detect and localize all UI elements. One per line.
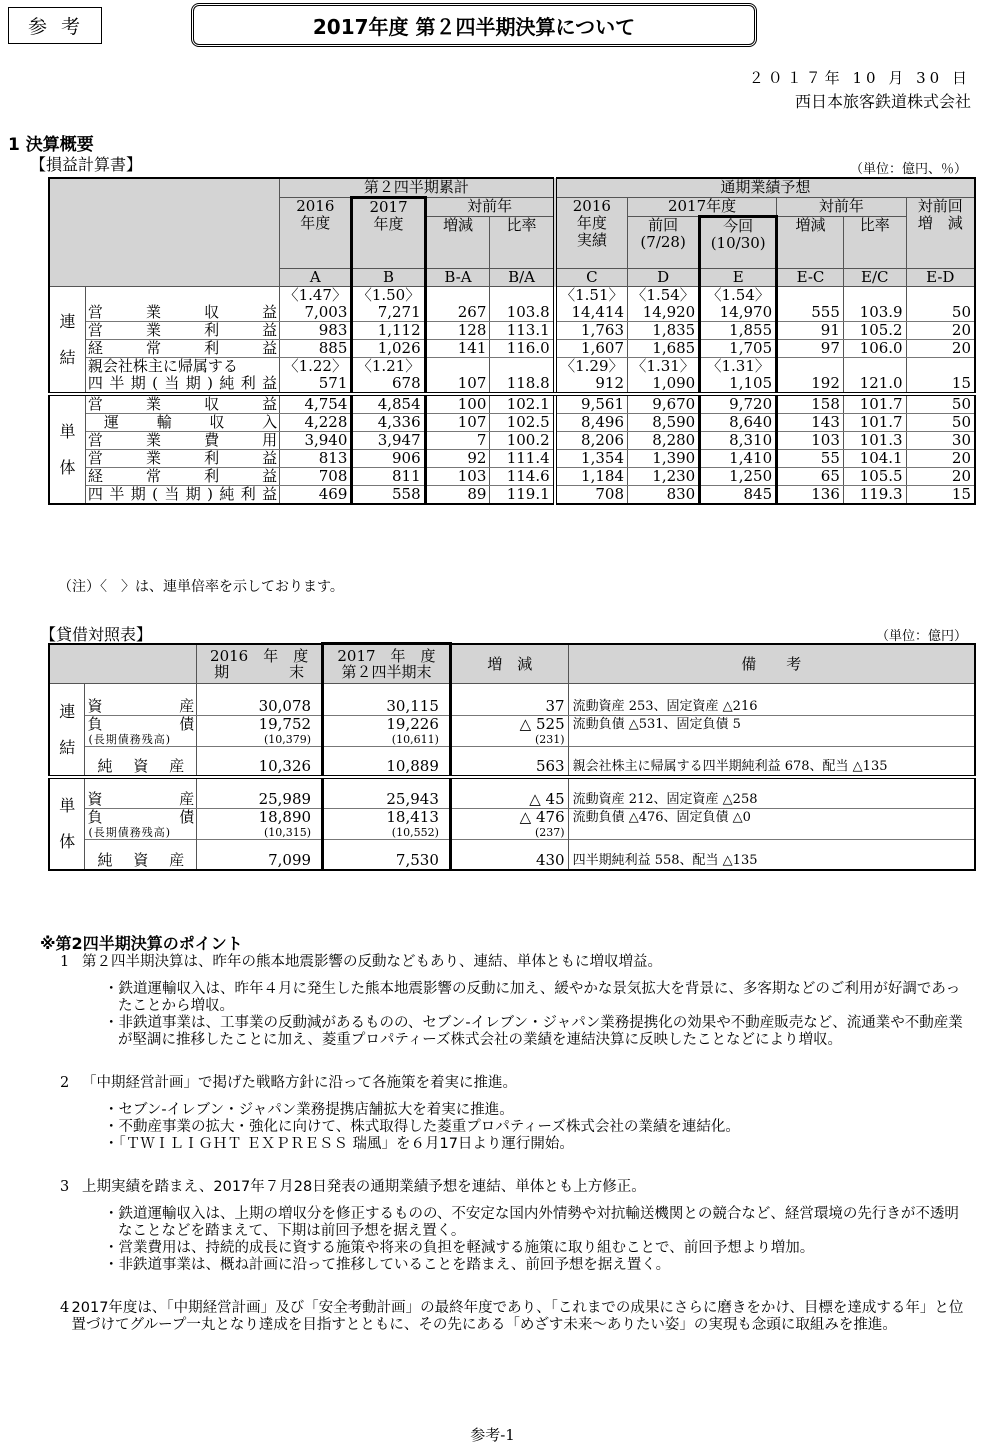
- value-cell: 845: [700, 486, 777, 505]
- bs-row-liabilities: [49, 715, 975, 733]
- table-row: [49, 468, 975, 486]
- bs-row-label: 負債: [85, 809, 197, 827]
- row-label: 営業利益: [85, 322, 279, 340]
- spacer-cell: [568, 746, 975, 758]
- value-cell: 1,607: [555, 340, 628, 358]
- value-cell: 107: [425, 375, 490, 394]
- multiplier-cell: [906, 287, 975, 305]
- bs-value-2016: 25,989: [197, 791, 323, 809]
- value-cell: 141: [425, 340, 490, 358]
- value-cell: 7,271: [352, 304, 425, 322]
- value-cell: 101.7: [843, 414, 906, 432]
- bs-row-lt-debt: [49, 826, 975, 840]
- multiplier-cell: [425, 287, 490, 305]
- pl-header-blank: [49, 178, 280, 287]
- multiplier-cell: [906, 358, 975, 376]
- spacer: [40, 1153, 970, 1177]
- value-cell: 65: [777, 468, 844, 486]
- value-cell: 267: [425, 304, 490, 322]
- bs-value-2016: (10,315): [197, 826, 323, 840]
- value-cell: 983: [280, 322, 352, 340]
- spacer-cell: [323, 840, 451, 852]
- multiplier-cell: [490, 287, 555, 305]
- pl-header-yoy: 対前年: [425, 198, 555, 217]
- point-number: 2: [60, 1075, 70, 1091]
- value-cell: 102.5: [490, 414, 555, 432]
- spacer-cell: [85, 777, 197, 791]
- bs-value-2017: (10,611): [323, 733, 451, 747]
- nonconsolidated-bs-group-label: 単 体: [49, 777, 85, 870]
- value-cell: 1,112: [352, 322, 425, 340]
- value-cell: 708: [280, 468, 352, 486]
- multiplier-cell: [843, 287, 906, 305]
- value-cell: 9,561: [555, 396, 628, 414]
- pl-header-code-e: E: [700, 269, 777, 287]
- point-bullet: ・「ＴＷＩＬＩＧＨＴ ＥＸＰＲＥＳＳ 瑞風」を６月17日より運行開始。: [104, 1136, 574, 1152]
- bs-remark: 流動負債 △476、固定負債 △0: [568, 809, 975, 827]
- value-cell: 20: [906, 450, 975, 468]
- multiplier-cell: [843, 358, 906, 376]
- value-cell: 906: [352, 450, 425, 468]
- bs-value-2017: 30,115: [323, 698, 451, 716]
- point-bullet: ・鉄道運輸収入は、上期の増収分を修正するものの、不安定な国内外情勢や対抗輸送機関との競合など、経営環境の先行きが不透明なことなどを踏まえて、下期は前回予想を据え置く。: [104, 1206, 959, 1239]
- bs-value-2016: 18,890: [197, 809, 323, 827]
- bs-value-2016: (10,379): [197, 733, 323, 747]
- nonconsolidated-group-label: 単 体: [49, 394, 85, 504]
- bs-value-2016: 10,326: [197, 758, 323, 777]
- bs-row-net-assets: [49, 758, 975, 777]
- bs-row-label: 負債: [85, 715, 197, 733]
- spacer-cell: [568, 840, 975, 852]
- value-cell: 4,228: [280, 414, 352, 432]
- value-cell: 912: [555, 375, 628, 394]
- bs-row-label: (長期債務残高): [85, 826, 197, 840]
- spacer-cell: [197, 777, 323, 791]
- bs-row-assets: [49, 791, 975, 809]
- bs-row-liabilities: [49, 809, 975, 827]
- value-cell: 104.1: [843, 450, 906, 468]
- value-cell: 105.5: [843, 468, 906, 486]
- point-bullet: ・不動産事業の拡大・強化に向けて、株式取得した菱重プロパティーズ株式会社の業績を連結化。: [104, 1119, 740, 1135]
- table-row: [49, 304, 975, 322]
- key-points: [40, 935, 970, 1334]
- table-row: [49, 486, 975, 505]
- value-cell: 7: [425, 432, 490, 450]
- value-cell: 55: [777, 450, 844, 468]
- value-cell: 1,705: [700, 340, 777, 358]
- value-cell: 103.9: [843, 304, 906, 322]
- bs-header-2017: 2017 年 度 第２四半期末: [323, 644, 451, 684]
- multiplier-cell: [490, 358, 555, 376]
- multiplier-cell: 〈1.22〉: [280, 358, 352, 376]
- pl-header-2016-actual: 2016 年度 実績: [555, 198, 628, 269]
- row-label: 運輸収入: [85, 414, 279, 432]
- row-label: 四半期(当期)純利益: [85, 486, 279, 505]
- consolidated-group-label: 連 結: [49, 287, 85, 395]
- pl-header-code-ed: E-D: [906, 269, 975, 287]
- bs-value-2017: 7,530: [323, 852, 451, 870]
- value-cell: 8,496: [555, 414, 628, 432]
- value-cell: 20: [906, 340, 975, 358]
- value-cell: 4,336: [352, 414, 425, 432]
- pl-header-fy-ratio: 比率: [843, 217, 906, 269]
- pl-header-2017-fy: 2017年度: [628, 198, 777, 217]
- value-cell: 3,947: [352, 432, 425, 450]
- value-cell: 555: [777, 304, 844, 322]
- table-row: [49, 322, 975, 340]
- value-cell: 813: [280, 450, 352, 468]
- multiplier-cell: 〈1.21〉: [352, 358, 425, 376]
- bs-value-2017: (10,552): [323, 826, 451, 840]
- value-cell: 107: [425, 414, 490, 432]
- value-cell: 8,640: [700, 414, 777, 432]
- table-row: [49, 375, 975, 394]
- balance-sheet-table: [48, 642, 976, 871]
- pl-header-fy-yoy: 対前年: [777, 198, 906, 217]
- pl-header-fy-inc: 増減: [777, 217, 844, 269]
- point-bullet: ・非鉄道事業は、工事業の反動減があるものの、セブン‐イレブン・ジャパン業務提携化の効果や不動産販売など、流通業や不動産業が堅調に推移したことに加え、菱重プロパティーズ株式会社の業績を連結決算に反映したことなどにより増収。: [104, 1015, 963, 1048]
- value-cell: 91: [777, 322, 844, 340]
- value-cell: 571: [280, 375, 352, 394]
- income-statement-table: [48, 177, 976, 505]
- value-cell: 1,105: [700, 375, 777, 394]
- table-row: [49, 414, 975, 432]
- multiplier-cell: 〈1.31〉: [628, 358, 700, 376]
- value-cell: 119.1: [490, 486, 555, 505]
- point-item: [60, 1300, 970, 1334]
- pl-header-vs-prev: 対前回 増 減: [906, 198, 975, 269]
- point-item: [60, 1075, 970, 1153]
- spacer-cell: [450, 840, 568, 852]
- multiplier-cell: 〈1.51〉: [555, 287, 628, 305]
- value-cell: 708: [555, 486, 628, 505]
- multiplier-cell: 〈1.50〉: [352, 287, 425, 305]
- value-cell: 8,590: [628, 414, 700, 432]
- value-cell: 14,414: [555, 304, 628, 322]
- page-number: 参考-1: [470, 1426, 515, 1444]
- spacer-cell: [450, 684, 568, 698]
- value-cell: 9,670: [628, 396, 700, 414]
- value-cell: 114.6: [490, 468, 555, 486]
- value-cell: 1,763: [555, 322, 628, 340]
- value-cell: 89: [425, 486, 490, 505]
- value-cell: 4,754: [280, 396, 352, 414]
- value-cell: 1,090: [628, 375, 700, 394]
- multiplier-cell: 〈1.47〉: [280, 287, 352, 305]
- value-cell: 92: [425, 450, 490, 468]
- row-label: 経常利益: [85, 468, 279, 486]
- value-cell: 50: [906, 304, 975, 322]
- pl-header-code-edc: E/C: [843, 269, 906, 287]
- pl-header-inc: 増減: [425, 217, 490, 269]
- multiplier-cell: 〈1.29〉: [555, 358, 628, 376]
- value-cell: 1,250: [700, 468, 777, 486]
- table-row: [49, 450, 975, 468]
- value-cell: 102.1: [490, 396, 555, 414]
- pl-header-code-ba: B-A: [425, 269, 490, 287]
- value-cell: 15: [906, 486, 975, 505]
- point-item: [60, 1179, 970, 1274]
- value-cell: 20: [906, 468, 975, 486]
- bs-remark: 四半期純利益 558、配当 △135: [568, 852, 975, 870]
- bs-row-label: 純資産: [85, 758, 197, 777]
- value-cell: 103: [425, 468, 490, 486]
- point-bullet: ・鉄道運輸収入は、昨年４月に発生した熊本地震影響の反動に加え、緩やかな景気拡大を背景に、多客期などのご利用が好調であったことから増収。: [104, 981, 961, 1014]
- bs-row-label: 資産: [85, 698, 197, 716]
- value-cell: 1,026: [352, 340, 425, 358]
- value-cell: 678: [352, 375, 425, 394]
- spacer: [40, 1049, 970, 1073]
- bs-value-diff: (231): [450, 733, 568, 747]
- bs-remark: 流動資産 253、固定資産 △216: [568, 698, 975, 716]
- bs-unit: （単位：億円）: [875, 629, 967, 644]
- point-number: 3: [60, 1179, 70, 1195]
- value-cell: 30: [906, 432, 975, 450]
- value-cell: 1,184: [555, 468, 628, 486]
- pl-header-code-d: D: [628, 269, 700, 287]
- bs-row-label: 資産: [85, 791, 197, 809]
- company-name: 西日本旅客鉄道株式会社: [794, 92, 971, 111]
- multiplier-cell: 〈1.54〉: [700, 287, 777, 305]
- spacer-cell: [323, 777, 451, 791]
- value-cell: 158: [777, 396, 844, 414]
- bs-value-2017: 19,226: [323, 715, 451, 733]
- bs-value-diff: △ 45: [450, 791, 568, 809]
- pl-header-code-b: B: [352, 269, 425, 287]
- value-cell: 558: [352, 486, 425, 505]
- document-title: 2017年度 第２四半期決算について: [191, 3, 757, 47]
- value-cell: 101.3: [843, 432, 906, 450]
- row-label: 営業収益: [85, 304, 279, 322]
- value-cell: 3,940: [280, 432, 352, 450]
- pl-header-code-c: C: [555, 269, 628, 287]
- value-cell: 136: [777, 486, 844, 505]
- bs-value-diff: △ 476: [450, 809, 568, 827]
- value-cell: 101.7: [843, 396, 906, 414]
- pl-header-2016: 2016 年度: [280, 198, 352, 269]
- reference-label: 参考: [8, 7, 102, 44]
- bs-row-lt-debt: [49, 733, 975, 747]
- value-cell: 8,310: [700, 432, 777, 450]
- point-text: 第２四半期決算は、昨年の熊本地震影響の反動などもあり、連結、単体ともに増収増益。: [82, 954, 662, 970]
- value-cell: 111.4: [490, 450, 555, 468]
- value-cell: 121.0: [843, 375, 906, 394]
- consolidated-bs-group-label: 連 結: [49, 684, 85, 778]
- bs-title: 【貸借対照表】: [40, 625, 153, 644]
- value-cell: 1,855: [700, 322, 777, 340]
- value-cell: 100.2: [490, 432, 555, 450]
- bs-remark: [568, 826, 975, 840]
- value-cell: 14,970: [700, 304, 777, 322]
- spacer-cell: [197, 684, 323, 698]
- value-cell: 100: [425, 396, 490, 414]
- value-cell: 97: [777, 340, 844, 358]
- value-cell: 1,410: [700, 450, 777, 468]
- multiplier-cell: 〈1.31〉: [700, 358, 777, 376]
- pl-header-curr: 今回 (10/30): [700, 217, 777, 269]
- spacer-cell: [450, 777, 568, 791]
- point-text: 上期実績を踏まえ、2017年７月28日発表の通期業績予想を連結、単体とも上方修正。: [82, 1179, 646, 1195]
- spacer-cell: [197, 840, 323, 852]
- spacer-cell: [85, 840, 197, 852]
- document-date: ２０１７年 10 月 30 日: [748, 69, 971, 87]
- bs-remark: 親会社株主に帰属する四半期純利益 678、配当 △135: [568, 758, 975, 777]
- value-cell: 811: [352, 468, 425, 486]
- pl-header-code-ec: E-C: [777, 269, 844, 287]
- table-row: [49, 396, 975, 414]
- value-cell: 1,390: [628, 450, 700, 468]
- multiplier-cell: [425, 358, 490, 376]
- value-cell: 7,003: [280, 304, 352, 322]
- bs-remark: 流動負債 △531、固定負債 5: [568, 715, 975, 733]
- multiplier-cell: [777, 358, 844, 376]
- point-number: 4: [60, 1300, 70, 1316]
- bs-value-2017: 18,413: [323, 809, 451, 827]
- spacer-cell: [568, 684, 975, 698]
- bs-value-2017: 25,943: [323, 791, 451, 809]
- bs-row-label: 純資産: [85, 852, 197, 870]
- point-bullet: ・営業費用は、持続的成長に資する施策や将来の負担を軽減する施策に取り組むことで、前回予想より増加。: [104, 1240, 815, 1256]
- bs-header-remarks: 備 考: [568, 644, 975, 684]
- row-label: 経常利益: [85, 340, 279, 358]
- spacer-cell: [323, 684, 451, 698]
- value-cell: 106.0: [843, 340, 906, 358]
- pl-header-code-a: A: [280, 269, 352, 287]
- value-cell: 4,854: [352, 396, 425, 414]
- spacer-cell: [568, 777, 975, 791]
- bs-value-diff: (237): [450, 826, 568, 840]
- value-cell: 128: [425, 322, 490, 340]
- bs-header-2016: 2016 年 度 期 末: [197, 644, 323, 684]
- value-cell: 8,206: [555, 432, 628, 450]
- key-points-title: ※第2四半期決算のポイント: [40, 934, 243, 953]
- value-cell: 885: [280, 340, 352, 358]
- bs-row-assets: [49, 698, 975, 716]
- row-label: 四半期(当期)純利益: [85, 375, 279, 394]
- row-label-line1: 親会社株主に帰属する: [85, 358, 279, 376]
- bs-value-diff: 430: [450, 852, 568, 870]
- pl-header-code-bda: B/A: [490, 269, 555, 287]
- value-cell: 103.8: [490, 304, 555, 322]
- row-label: 営業利益: [85, 450, 279, 468]
- value-cell: 1,354: [555, 450, 628, 468]
- bs-header-diff: 増 減: [450, 644, 568, 684]
- value-cell: 116.0: [490, 340, 555, 358]
- row-label: 営業収益: [85, 396, 279, 414]
- value-cell: 1,685: [628, 340, 700, 358]
- point-bullet: ・非鉄道事業は、概ね計画に沿って推移していることを踏まえ、前回予想を据え置く。: [104, 1257, 671, 1273]
- point-number: 1: [60, 954, 70, 970]
- bs-value-diff: 563: [450, 758, 568, 777]
- spacer-cell: [85, 684, 197, 698]
- bs-value-diff: 37: [450, 698, 568, 716]
- bs-value-2016: 30,078: [197, 698, 323, 716]
- bs-remark: 流動資産 212、固定資産 △258: [568, 791, 975, 809]
- value-cell: 143: [777, 414, 844, 432]
- section-title: 1 決算概要: [8, 135, 94, 155]
- value-cell: 15: [906, 375, 975, 394]
- table-row: [49, 432, 975, 450]
- table-row: [49, 340, 975, 358]
- pl-header-ratio: 比率: [490, 217, 555, 269]
- bs-remark: [568, 733, 975, 747]
- value-cell: 469: [280, 486, 352, 505]
- value-cell: 50: [906, 396, 975, 414]
- pl-header-prev: 前回 (7/28): [628, 217, 700, 269]
- row-label: 営業費用: [85, 432, 279, 450]
- value-cell: 830: [628, 486, 700, 505]
- value-cell: 118.8: [490, 375, 555, 394]
- value-cell: 119.3: [843, 486, 906, 505]
- pl-header-q2-cumulative: 第２四半期累計: [280, 178, 555, 198]
- row-label-line1: [85, 287, 279, 305]
- spacer: [40, 1274, 970, 1298]
- bs-row-net-assets: [49, 852, 975, 870]
- pl-title: 【損益計算書】: [30, 155, 143, 174]
- value-cell: 192: [777, 375, 844, 394]
- pl-header-full-year: 通期業績予想: [555, 178, 975, 198]
- value-cell: 1,835: [628, 322, 700, 340]
- bs-value-diff: △ 525: [450, 715, 568, 733]
- bs-value-2017: 10,889: [323, 758, 451, 777]
- value-cell: 1,230: [628, 468, 700, 486]
- value-cell: 20: [906, 322, 975, 340]
- pl-header-2017: 2017 年度: [352, 198, 425, 269]
- point-text: 「中期経営計画」で掲げた戦略方針に沿って各施策を着実に推進。: [82, 1075, 517, 1091]
- bs-value-2016: 19,752: [197, 715, 323, 733]
- pl-note: （注）〈 〉は、連単倍率を示しております。: [58, 579, 344, 595]
- point-bullet: ・セブン‐イレブン・ジャパン業務提携店舗拡大を着実に推進。: [104, 1102, 514, 1118]
- value-cell: 103: [777, 432, 844, 450]
- value-cell: 8,280: [628, 432, 700, 450]
- point-text: 2017年度は、「中期経営計画」及び「安全考動計画」の最終年度であり、「これまでの成果にさらに磨きをかけ、目標を達成する年」と位置づけてグループ一丸となり達成を目指すとともに、その先にある「めざす未来～ありたい姿」の実現も念頭に取組みを推進。: [71, 1300, 964, 1333]
- value-cell: 9,720: [700, 396, 777, 414]
- value-cell: 50: [906, 414, 975, 432]
- value-cell: 14,920: [628, 304, 700, 322]
- value-cell: 105.2: [843, 322, 906, 340]
- bs-header-blank: [49, 644, 197, 684]
- multiplier-cell: [777, 287, 844, 305]
- pl-unit: （単位：億円、％）: [849, 162, 967, 177]
- multiplier-cell: 〈1.54〉: [628, 287, 700, 305]
- value-cell: 113.1: [490, 322, 555, 340]
- bs-row-label: (長期債務残高): [85, 733, 197, 747]
- bs-value-2016: 7,099: [197, 852, 323, 870]
- point-item: [60, 954, 970, 1049]
